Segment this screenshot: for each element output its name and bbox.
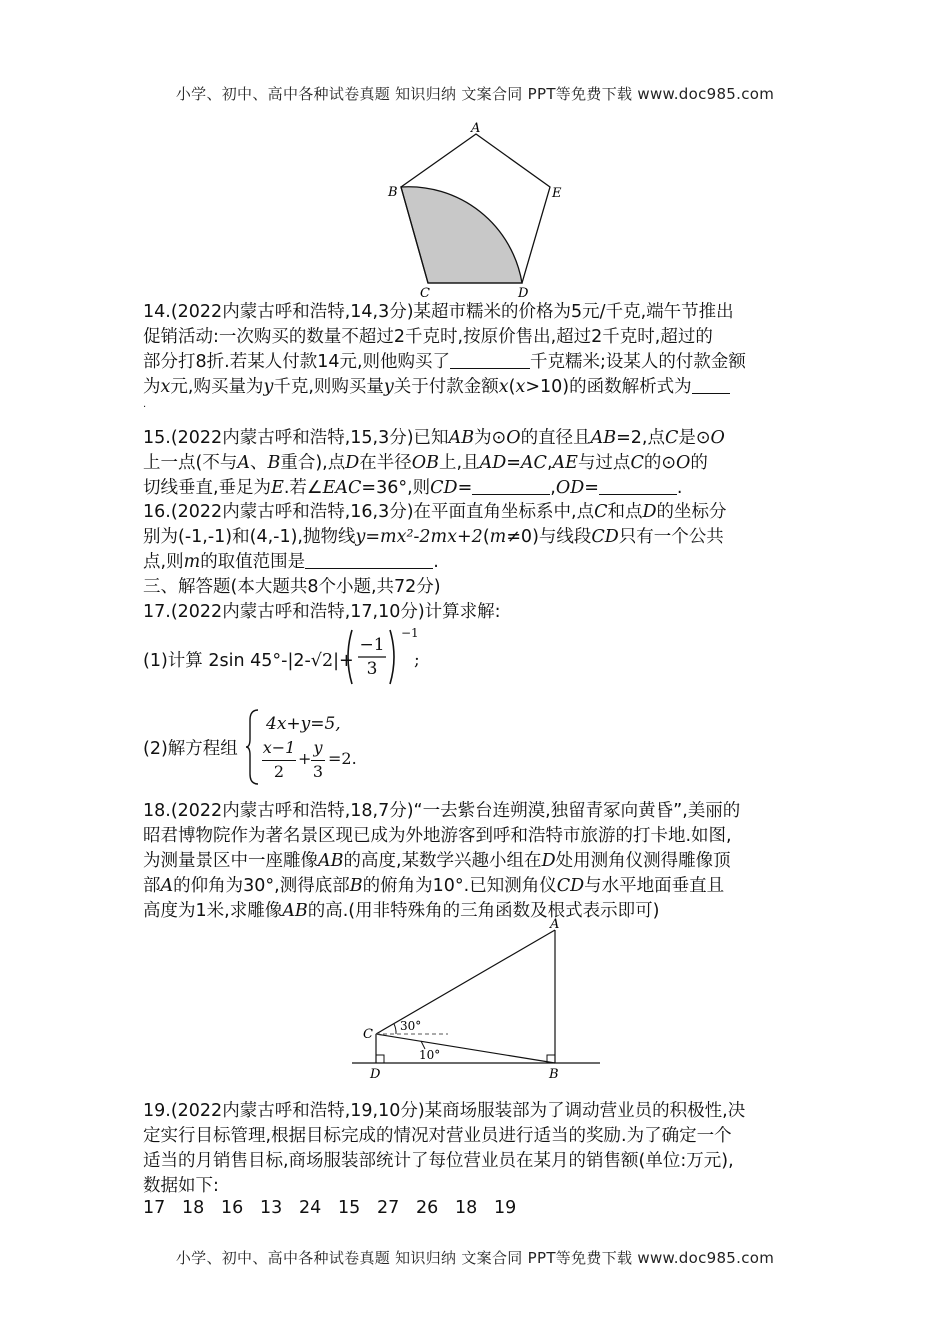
label-a: A (550, 918, 560, 932)
value-item: 19 (494, 1198, 517, 1218)
label-d: D (518, 286, 529, 300)
value-item: 24 (299, 1198, 322, 1218)
angle-label-30: 30° (400, 1019, 422, 1033)
value-item: 16 (221, 1198, 244, 1218)
q15-line-2: 上一点(不与A、B重合),点D在半径OB上,且AD=AC,AE与过点C的⊙O的 (143, 453, 708, 473)
eq2-bar-1 (262, 760, 296, 761)
q19-values (143, 1196, 533, 1220)
q14-blank-1 (450, 350, 530, 369)
equation-1: 4x+y=5, (266, 714, 341, 734)
label-e: E (552, 186, 562, 201)
q19-line-3: 适当的月销售目标,商场服装部统计了每位营业员在某月的销售额(单位:万元), (143, 1151, 734, 1171)
pentagon-figure (380, 118, 570, 300)
eq2-num-2: y (313, 738, 323, 757)
page-footer: 小学、初中、高中各种试卷真题 知识归纳 文案合同 PPT等免费下载 www.doc985.com (175, 1249, 775, 1267)
page-header: 小学、初中、高中各种试卷真题 知识归纳 文案合同 PPT等免费下载 www.doc985.com (175, 85, 775, 103)
q18-line-3: 为测量景区中一座雕像AB的高度,某数学兴趣小组在D处用测角仪测得雕像顶 (143, 851, 731, 871)
q17-part-1: (1)计算 2sin 45°-|2-√2|+ (143, 651, 354, 671)
q15-blank-cd (472, 476, 550, 495)
q16-line-1: 16.(2022内蒙古呼和浩特,16,3分)在平面直角坐标系中,点C和点D的坐标分 (143, 502, 727, 522)
q19-line-1: 19.(2022内蒙古呼和浩特,19,10分)某商场服装部为了调动营业员的积极性,决 (143, 1101, 746, 1121)
q19-line-2: 定实行目标管理,根据目标完成的情况对营业员进行适当的奖励.为了确定一个 (143, 1126, 732, 1146)
q17-part-1-end: ; (414, 650, 420, 670)
system-brace (246, 708, 260, 786)
q17-exponent: −1 (401, 626, 419, 640)
equation-2 (262, 738, 372, 784)
eq2-den-2: 3 (312, 762, 324, 781)
q17-title: 17.(2022内蒙古呼和浩特,17,10分)计算求解: (143, 602, 501, 622)
sight-cb (376, 1034, 555, 1063)
q14-line-4: 为x元,购买量为y千克,则购买量y关于付款金额x(x>10)的函数解析式为 (143, 375, 730, 399)
angle-label-10: 10° (419, 1048, 441, 1062)
q18-line-1: 18.(2022内蒙古呼和浩特,18,7分)“一去紫台连朔漠,独留青冢向黄昏”,美丽的 (143, 801, 741, 821)
fraction-numerator: −1 (359, 635, 385, 655)
eq2-bar-2 (311, 760, 325, 761)
eq2-end: =2. (328, 749, 357, 768)
q14-line-5: . (143, 399, 147, 410)
value-item: 18 (455, 1198, 478, 1218)
value-item: 26 (416, 1198, 439, 1218)
q18-line-5: 高度为1米,求雕像AB的高.(用非特殊角的三角函数及根式表示即可) (143, 901, 660, 921)
eq2-num-1: x−1 (262, 738, 296, 757)
right-angle-d (376, 1055, 384, 1063)
label-b: B (549, 1067, 559, 1082)
q14-line-3: 部分打8折.若某人付款14元,则他购买了 千克糯米;设某人的付款金额 (143, 352, 746, 372)
section-3-heading: 三、解答题(本大题共8个小题,共72分) (143, 577, 441, 597)
value-item: 18 (182, 1198, 205, 1218)
q14-line-1: 14.(2022内蒙古呼和浩特,14,3分)某超市糯米的价格为5元/千克,端午节推出 (143, 302, 734, 322)
q15-line-3: 切线垂直,垂足为E.若∠EAC=36°,则CD= ,OD= . (143, 478, 683, 498)
q18-line-2: 昭君博物院作为著名景区现已成为外地游客到呼和浩特市旅游的打卡地.如图, (143, 826, 732, 846)
statue-figure (350, 918, 605, 1086)
label-d: D (370, 1067, 381, 1082)
eq2-den-1: 2 (273, 762, 285, 781)
label-c: C (363, 1027, 373, 1042)
q15-blank-od (599, 476, 677, 495)
fraction-denominator: 3 (366, 659, 378, 679)
q15-line-1: 15.(2022内蒙古呼和浩特,15,3分)已知AB为⊙O的直径且AB=2,点C是⊙O (143, 428, 725, 448)
label-c: C (420, 286, 430, 300)
q16-blank (305, 550, 433, 569)
label-b: B (388, 185, 398, 200)
q16-line-2: 别为(-1,-1)和(4,-1),抛物线y=mx²-2mx+2(m≠0)与线段CD只有一个公共 (143, 527, 724, 547)
shaded-sector (401, 187, 522, 283)
q19-line-4: 数据如下: (143, 1176, 219, 1196)
q16-line-3: 点,则m的取值范围是 . (143, 552, 439, 572)
q14-blank-2 (692, 375, 730, 394)
value-item: 17 (143, 1198, 166, 1218)
angle-arc-30 (394, 1024, 396, 1034)
label-a: A (471, 121, 481, 136)
q17-fraction-paren (344, 626, 404, 688)
eq2-plus: + (298, 749, 312, 768)
value-item: 15 (338, 1198, 361, 1218)
q14-line-2: 促销活动:一次购买的数量不超过2千克时,按原价售出,超过2千克时,超过的 (143, 327, 713, 347)
q17-part-2-label: (2)解方程组 (143, 739, 238, 759)
q18-line-4: 部A的仰角为30°,测得底部B的俯角为10°.已知测角仪CD与水平地面垂直且 (143, 876, 725, 896)
value-item: 27 (377, 1198, 400, 1218)
value-item: 13 (260, 1198, 283, 1218)
